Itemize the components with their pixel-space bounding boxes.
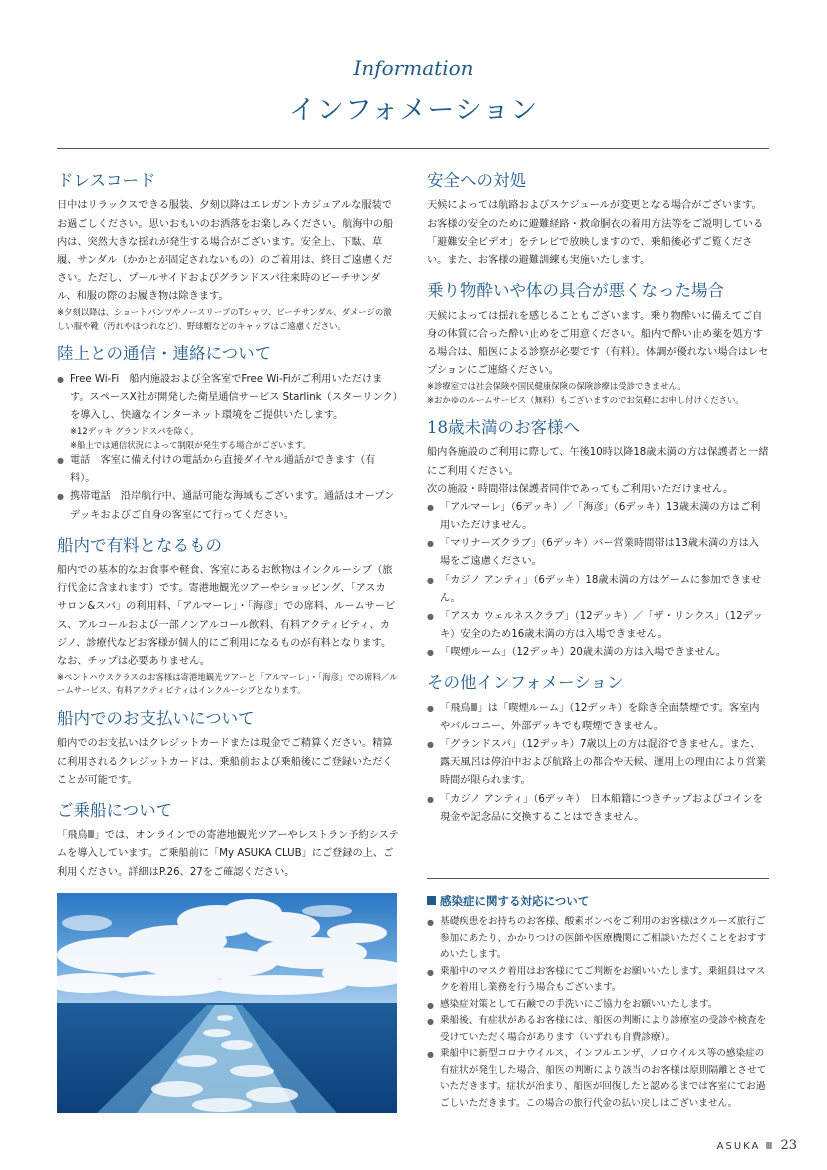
section-title: 安全への対処 xyxy=(427,171,526,190)
section-paid-items xyxy=(57,535,399,698)
list-item: ● 「マリナーズクラブ」（6デッキ）バー営業時間帯は13歳未満の方は入場をご遠慮ください。 xyxy=(427,535,769,571)
header-divider xyxy=(57,148,769,149)
section-body: 船内でのお支払いはクレジットカードまたは現金でご精算ください。精算に利用されるクレジットカードは、乗船前および乗船後にご登録いただくことが可能です。 xyxy=(57,738,393,786)
section-note: ※ペントハウスクラスのお客様は寄港地観光ツアーと「アルマーレ」・「海彦」での席料／ルームサービス、有料アクティビティはインクルーシブとなります。 xyxy=(57,672,398,696)
list-item: ● Free Wi-Fi 船内施設および全客室でFree Wi-Fiがご利用いただけます。スペースX社が開発した衛星通信サービス Starlink（スターリンク）を導入し、快適なインターネット環境をご提供いたします。 xyxy=(57,371,399,425)
section-title: 船内でのお支払いについて xyxy=(57,708,255,728)
section-seasickness xyxy=(427,280,769,407)
section-title xyxy=(427,893,772,909)
section-title-text: 感染症に関する対応について xyxy=(440,894,590,908)
list-item-note: ※船上では通信状況によって制限が発生する場合がございます。 xyxy=(70,439,311,450)
section-body: 日中はリラックスできる服装、夕刻以降はエレガントカジュアルな服装でお過ごしください。思いおもいのお洒落をお楽しみください。航海中の船内は、突然大きな揺れが発生する場合がございます。安全上、下駄、草履、サンダル（かかとが固定されないもの）のご着用は、終日ご遠慮ください。ただし、プールサイドおよびグランドスパ往来時のビーチサンダル、和服の際のお履き物は除きます。 xyxy=(57,200,394,303)
list-item-note: ※12デッキ グランドスパを除く。 xyxy=(70,426,199,437)
square-bullet-icon xyxy=(427,896,436,905)
list-item: ● 「カジノ アンティ」（6デッキ） 日本船籍につきチップおよびコインを現金や記念品に交換することはできません。 xyxy=(427,791,769,827)
left-column xyxy=(57,170,399,892)
section-body-tip: なお、チップは必要ありません。 xyxy=(57,655,211,667)
section-title: 18歳未満のお客様へ xyxy=(427,418,580,437)
section-infection xyxy=(427,893,772,1112)
header-title-en: Information xyxy=(353,56,474,80)
list-item: ● 「喫煙ルーム」（12デッキ）20歳未満の方は入場できません。 xyxy=(427,644,769,662)
list-item: ● 感染症対策として石鹸での手洗いにご協力をお願いいたします。 xyxy=(427,997,772,1014)
section-title: 船内で有料となるもの xyxy=(57,535,222,555)
section-communication xyxy=(57,343,399,524)
section-body: 船内での基本的なお食事や軽食、客室にあるお飲物はインクルーシブ（旅行代金に含まれます）です。寄港地観光ツアーやショッピング、「アスカ サロン&スパ」の利用料、「アルマーレ」・「海彦」での席料、ルームサービス、アルコールおよび一部ノンアルコール飲料、有料アクティビティ、カジノ、診療代などお客様が個人的にご利用になるものが有料となります。 xyxy=(57,565,396,649)
list-item: ● 携帯電話 沿岸航行中、通話可能な海域もございます。通話はオープンデッキおよびご自身の客室にて行ってください。 xyxy=(57,488,399,524)
list-item: ● 「グランドスパ」（12デッキ）7歳以上の方は混浴できません。また、露天風呂は停泊中および航路上の都合や天候、運用上の理由により営業時間が限られます。 xyxy=(427,736,769,790)
section-title: ご乗船について xyxy=(57,800,173,820)
list-item: ● 「飛鳥Ⅲ」は「喫煙ルーム」（12デッキ）を除き全面禁煙です。客室内やバルコニー、外部デッキでも喫煙できません。 xyxy=(427,700,769,736)
page-footer xyxy=(717,1138,797,1153)
list-item: ● 基礎疾患をお持ちのお客様、酸素ボンベをご利用のお客様はクルーズ旅行ご参加にあたり、かかりつけの医師や医療機関にご相談いただくことをおすすめいたします。 xyxy=(427,914,772,964)
section-title: 乗り物酔いや体の具合が悪くなった場合 xyxy=(427,281,724,301)
list-item: ● 乗船中に新型コロナウイルス、インフルエンザ、ノロウイルス等の感染症の有症状が発生した場合、船医の判断により該当のお客様は原則隔離とさせていただきます。症状が治まり、船医が回復したと認めるまでは客室にてお過ごしいただきます。この場合の旅行代金の払い戻しはございません。 xyxy=(427,1046,772,1112)
section-note: ※診療室では社会保険や国民健康保険の保険診療は受診できません。 xyxy=(427,381,686,392)
infection-divider xyxy=(427,878,769,879)
section-body: 次の施設・時間帯は保護者同伴であってもご利用いただけません。 xyxy=(427,483,734,495)
list-item: ● 「カジノ アンティ」（6デッキ）18歳未満の方はゲームに参加できません。 xyxy=(427,572,769,608)
section-note: ※おかゆのルームサービス（無料）もございますのでお気軽にお申し付けください。 xyxy=(427,394,744,405)
section-title: 陸上との通信・連絡について xyxy=(57,344,272,364)
section-minors xyxy=(427,417,769,662)
section-body: 「飛鳥Ⅲ」では、オンラインでの寄港地観光ツアーやレストラン予約システムを導入しています。ご乗船前に「My ASUKA CLUB」にご登録の上、ご利用ください。詳細はP.26、27をご確認ください。 xyxy=(57,830,399,878)
section-boarding xyxy=(57,800,399,882)
section-title: その他インフォメーション xyxy=(427,673,624,693)
list-item: ● 電話 客室に備え付けの電話から直接ダイヤル通話ができます（有料）。 xyxy=(57,452,399,488)
list-item: ● 「アルマーレ」（6デッキ）／「海彦」（6デッキ）13歳未満の方はご利用いただけません。 xyxy=(427,499,769,535)
right-column xyxy=(427,170,769,837)
section-body: 船内各施設のご利用に際して、午後10時以降18歳未満の方は保護者と一緒にご利用ください。 xyxy=(427,447,769,477)
section-title: ドレスコード xyxy=(57,171,156,190)
section-body: 天候によっては航路およびスケジュールが変更となる場合がございます。お客様の安全のために避難経路・救命胴衣の着用方法等をご説明している「避難安全ビデオ」をテレビで放映しますので、乗船後必ずご覧ください。また、お客様の避難訓練も実施いたします。 xyxy=(427,200,764,266)
list-item: ● 「アスカ ウェルネスクラブ」（12デッキ）／「ザ・リンクス」（12デッキ）安全のため16歳未満の方は入場できません。 xyxy=(427,608,769,644)
section-other-info xyxy=(427,672,769,827)
ship-wake-ocean-photo xyxy=(57,893,397,1113)
page-number: 23 xyxy=(780,1138,797,1153)
section-payment xyxy=(57,708,399,790)
section-dress-code xyxy=(57,170,399,333)
header-title-ja: インフォメーション xyxy=(288,95,539,126)
section-safety xyxy=(427,170,769,270)
section-body: 天候によっては揺れを感じることもございます。乗り物酔いに備えてご自身の体質に合った酔い止めをご用意ください。船内で酔い止め薬を処方する場合は、船医による診察が必要です（有料）。体調が優れない場合はレセプションにご連絡ください。 xyxy=(427,310,769,376)
section-note: ※夕刻以降は、ショートパンツやノースリーブのTシャツ、ビーチサンダル、ダメージの激しい服や靴（汚れやほつれなど）、野球帽などのキャップはご遠慮ください。 xyxy=(57,307,392,331)
list-item: ● 乗船中のマスク着用はお客様にてご判断をお願いいたします。乗組員はマスクを着用し業務を行う場合もございます。 xyxy=(427,964,772,997)
footer-brand: ASUKA Ⅲ xyxy=(716,1141,775,1152)
list-item: ● 乗船後、有症状があるお客様には、船医の判断により診療室の受診や検査を受けていただく場合があります（いずれも自費診療）。 xyxy=(427,1013,772,1046)
